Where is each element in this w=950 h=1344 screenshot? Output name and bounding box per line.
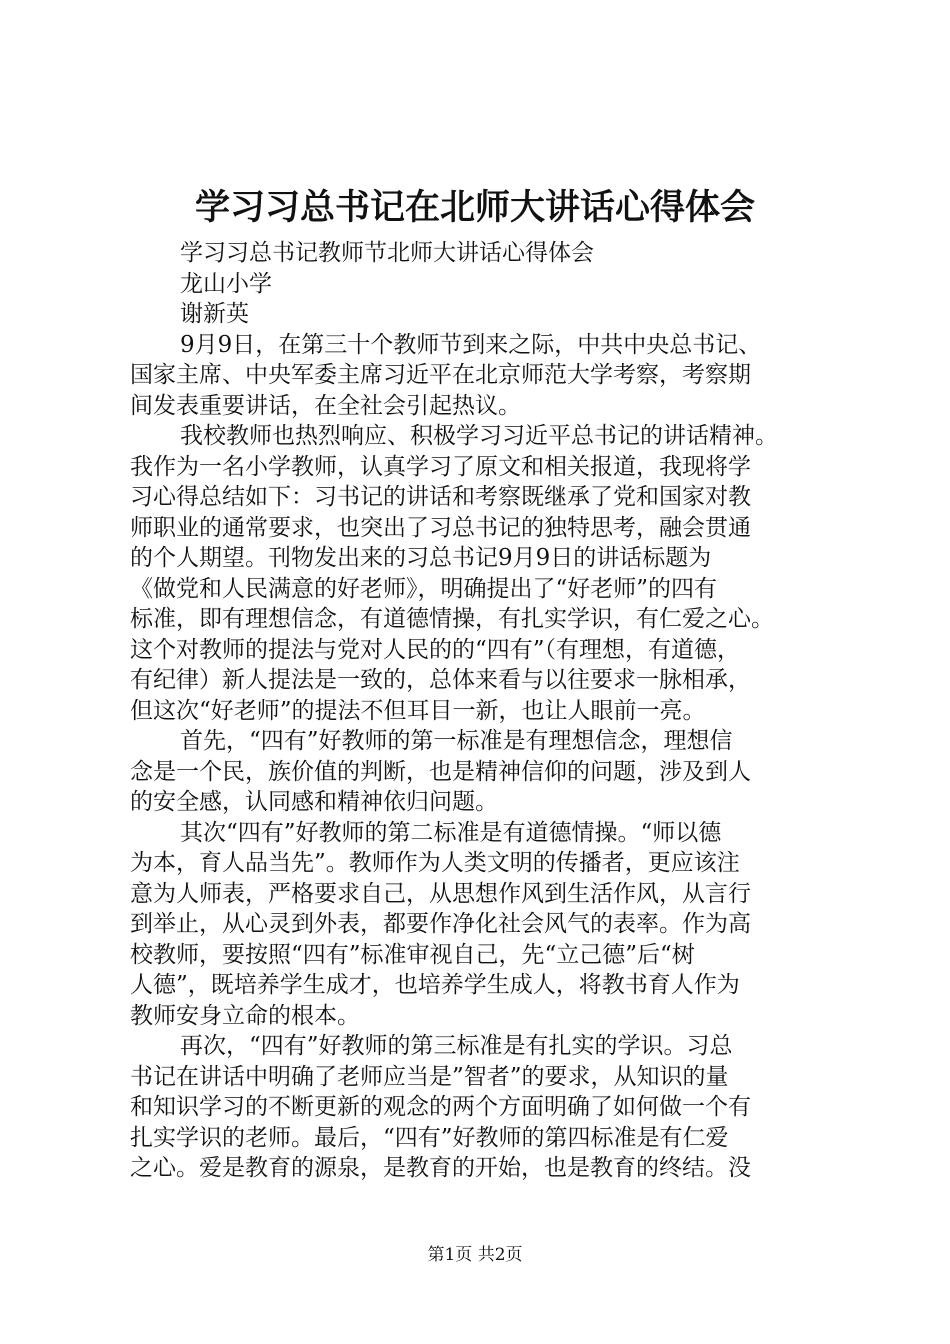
text-line: 国家主席、中央军委主席习近平在北京师范大学考察，考察期 (130, 362, 751, 388)
text-line: 书记在讲话中明确了老师应当是”智者”的要求，从知识的量 (130, 1063, 729, 1090)
text-line: 的个人期望。刊物发出来的习总书记9月9日的讲话标题为 (130, 545, 712, 571)
text-line: 但这次“好老师”的提法不但耳目一新，也让人眼前一亮。 (130, 697, 706, 724)
subtitle-line: 学习习总书记教师节北师大讲话心得体会 (180, 240, 594, 266)
author-line: 谢新英 (180, 301, 249, 327)
text-line: 习心得总结如下：习书记的讲话和考察既继承了党和国家对教 (130, 484, 751, 510)
text-line: 师职业的通常要求，也突出了习总书记的独特思考，融会贯通 (130, 514, 751, 541)
school-line: 龙山小学 (180, 270, 272, 297)
text-line: 标准，即有理想信念，有道德情操，有扎实学识，有仁爱之心。 (130, 606, 774, 632)
document-body (130, 238, 830, 1184)
text-line: 《做党和人民满意的好老师》，明确提出了“好老师”的四有 (130, 575, 718, 602)
text-line: 和知识学习的不断更新的观念的两个方面明确了如何做一个有 (130, 1094, 751, 1120)
text-line: 这个对教师的提法与党对人民的的“四有”（有理想，有道德， (130, 636, 741, 663)
text-line: 之心。爱是教育的源泉，是教育的开始，也是教育的终结。没 (130, 1155, 751, 1181)
text-line: 校教师，要按照“四有”标准审视自己，先“立己德”后“树 (130, 941, 695, 968)
text-line: 扎实学识的老师。最后，“四有”好教师的第四标准是有仁爱 (130, 1124, 729, 1151)
text-line: 有纪律）新人提法是一致的，总体来看与以往要求一脉相承， (130, 667, 751, 693)
text-line: 再次，“四有”好教师的第三标准是有扎实的学识。习总 (180, 1033, 733, 1059)
text-line: 间发表重要讲话，在全社会引起热议。 (130, 392, 521, 419)
text-line: 人德”，既培养学生成才，也培养学生成人，将教书育人作为 (130, 972, 740, 998)
text-line: 意为人师表，严格要求自己，从思想作风到生活作风，从言行 (130, 880, 751, 907)
text-line: 我校教师也热烈响应、积极学习习近平总书记的讲话精神。 (180, 423, 778, 449)
page-footer: 第1页 共2页 (427, 1245, 523, 1265)
text-line: 的安全感，认同感和精神依归问题。 (130, 789, 498, 815)
text-line: 念是一个民，族价值的判断，也是精神信仰的问题，涉及到人 (130, 758, 751, 785)
text-line: 教师安身立命的根本。 (130, 1002, 360, 1029)
text-line: 为本，育人品当先”。教师作为人类文明的传播者，更应该注 (130, 850, 740, 876)
text-line: 首先，“四有”好教师的第一标准是有理想信念，理想信 (180, 728, 733, 754)
text-line: 我作为一名小学教师，认真学习了原文和相关报道，我现将学 (130, 453, 751, 480)
text-line: 其次“四有”好教师的第二标准是有道德情操。“师以德 (180, 819, 722, 846)
text-line: 9月9日，在第三十个教师节到来之际，中共中央总书记、 (180, 331, 762, 358)
text-line: 到举止，从心灵到外表，都要作净化社会风气的表率。作为高 (130, 911, 751, 937)
document-title: 学习习总书记在北师大讲话心得体会 (194, 187, 755, 228)
